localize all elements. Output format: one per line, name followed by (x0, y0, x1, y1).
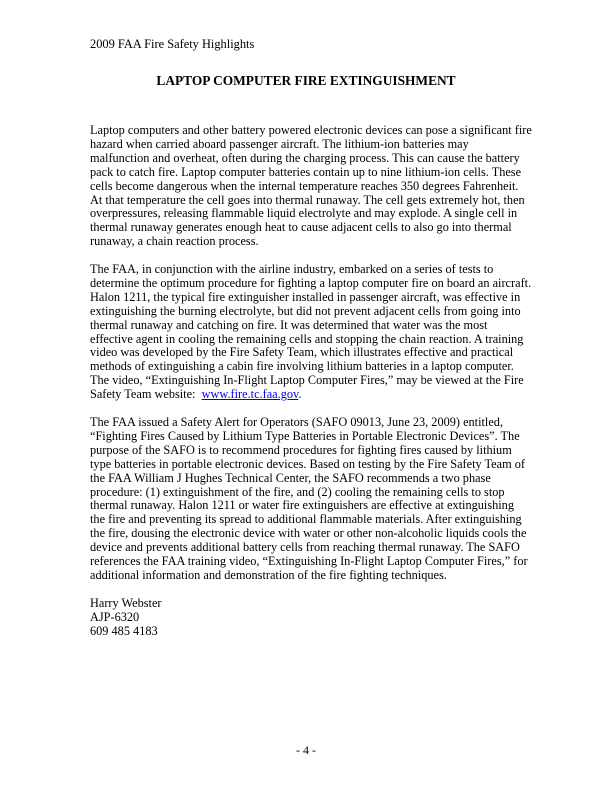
text-line: video was developed by the Fire Safety Team, which illustrates effective and practical (90, 345, 514, 360)
text-line: The FAA issued a Safety Alert for Operators (SAFO 09013, June 23, 2009) entitled, (90, 415, 504, 429)
text-line: Halon 1211, the typical fire extinguisher installed in passenger aircraft, was effective in (90, 289, 521, 304)
author-phone: 609 485 4183 (90, 623, 158, 638)
text-line: The video, “Extinguishing In-Flight Laptop Computer Fires,” may be viewed at the Fire (90, 373, 524, 388)
text-line: effective agent in cooling the remaining cells and stopping the chain reaction. A training (90, 331, 524, 346)
text-line: the fire, dousing the electronic device with water or other non-alcoholic liquids cools the (90, 526, 527, 541)
text-line-with-link (90, 388, 530, 402)
website-label: Safety Team website: (90, 387, 202, 402)
text-line: references the FAA training video, “Extinguishing In-Flight Laptop Computer Fires,” for (90, 554, 528, 569)
text-line: extinguishing the burning electrolyte, but did not prevent adjacent cells from going into (90, 303, 521, 318)
article-title: LAPTOP COMPUTER FIRE EXTINGUISHMENT (156, 73, 456, 88)
text-line: malfunction and overheat, often during the charging process. This can cause the battery (90, 150, 520, 165)
author-signature (90, 597, 530, 639)
text-line: cells become dangerous when the internal temperature reaches 350 degrees Fahrenheit. (90, 178, 519, 193)
text-line: purpose of the SAFO is to recommend procedures for fighting fires caused by lithium (90, 442, 512, 457)
text-line: procedure: (1) extinguishment of the fire, and (2) cooling the remaining cells to stop (90, 484, 505, 499)
text-line: At that temperature the cell goes into thermal runaway. The cell gets extremely hot, then (90, 192, 525, 207)
text-line: thermal runaway and catching on fire. It was determined that water was the most (90, 317, 488, 332)
text-line: runaway, a chain reaction process. (90, 234, 259, 249)
text-line: thermal runaway generates enough heat to cause adjacent cells to also go into thermal (90, 220, 512, 235)
paragraph-2 (90, 263, 530, 402)
running-header: 2009 FAA Fire Safety Highlights (90, 37, 255, 51)
article-body (90, 124, 530, 652)
paragraph-3 (90, 416, 530, 583)
sentence-end: . (298, 387, 302, 402)
text-line: type batteries in portable electronic devices. Based on testing by the Fire Safety Team of (90, 456, 525, 471)
paragraph-1 (90, 124, 530, 249)
text-line: device and prevents additional battery cells from reaching thermal runaway. The SAFO (90, 540, 520, 555)
text-line: the FAA William J Hughes Technical Center, the SAFO recommends a two phase (90, 470, 491, 485)
text-line: thermal runaway. Halon 1211 or water fire extinguishers are effective at extinguishing (90, 498, 514, 513)
text-line: pack to catch fire. Laptop computer batteries contain up to nine lithium-ion cells. These (90, 164, 522, 179)
text-line: hazard when carried aboard passenger aircraft. The lithium-ion batteries may (90, 136, 469, 151)
text-line: “Fighting Fires Caused by Lithium Type Batteries in Portable Electronic Devices”. The (90, 428, 520, 443)
author-office-code: AJP-6320 (90, 609, 140, 624)
text-line: determine the optimum procedure for fighting a laptop computer fire on board an aircraft. (90, 275, 532, 290)
text-line: the fire and preventing its spread to additional flammable materials. After extinguishing (90, 512, 522, 527)
author-name: Harry Webster (90, 595, 162, 610)
text-line: The FAA, in conjunction with the airline industry, embarked on a series of tests to (90, 262, 494, 277)
text-line: methods of extinguishing a cabin fire involving lithium batteries in a laptop computer. (90, 359, 514, 374)
fire-safety-website-link[interactable]: www.fire.tc.faa.gov (201, 387, 299, 402)
text-line: overpressures, releasing flammable liquid electrolyte and may explode. A single cell in (90, 206, 518, 221)
text-line: additional information and demonstration of the fire fighting techniques. (90, 567, 447, 582)
page-number: - 4 - (296, 743, 316, 757)
text-line: Laptop computers and other battery powered electronic devices can pose a significant fire (90, 123, 532, 137)
